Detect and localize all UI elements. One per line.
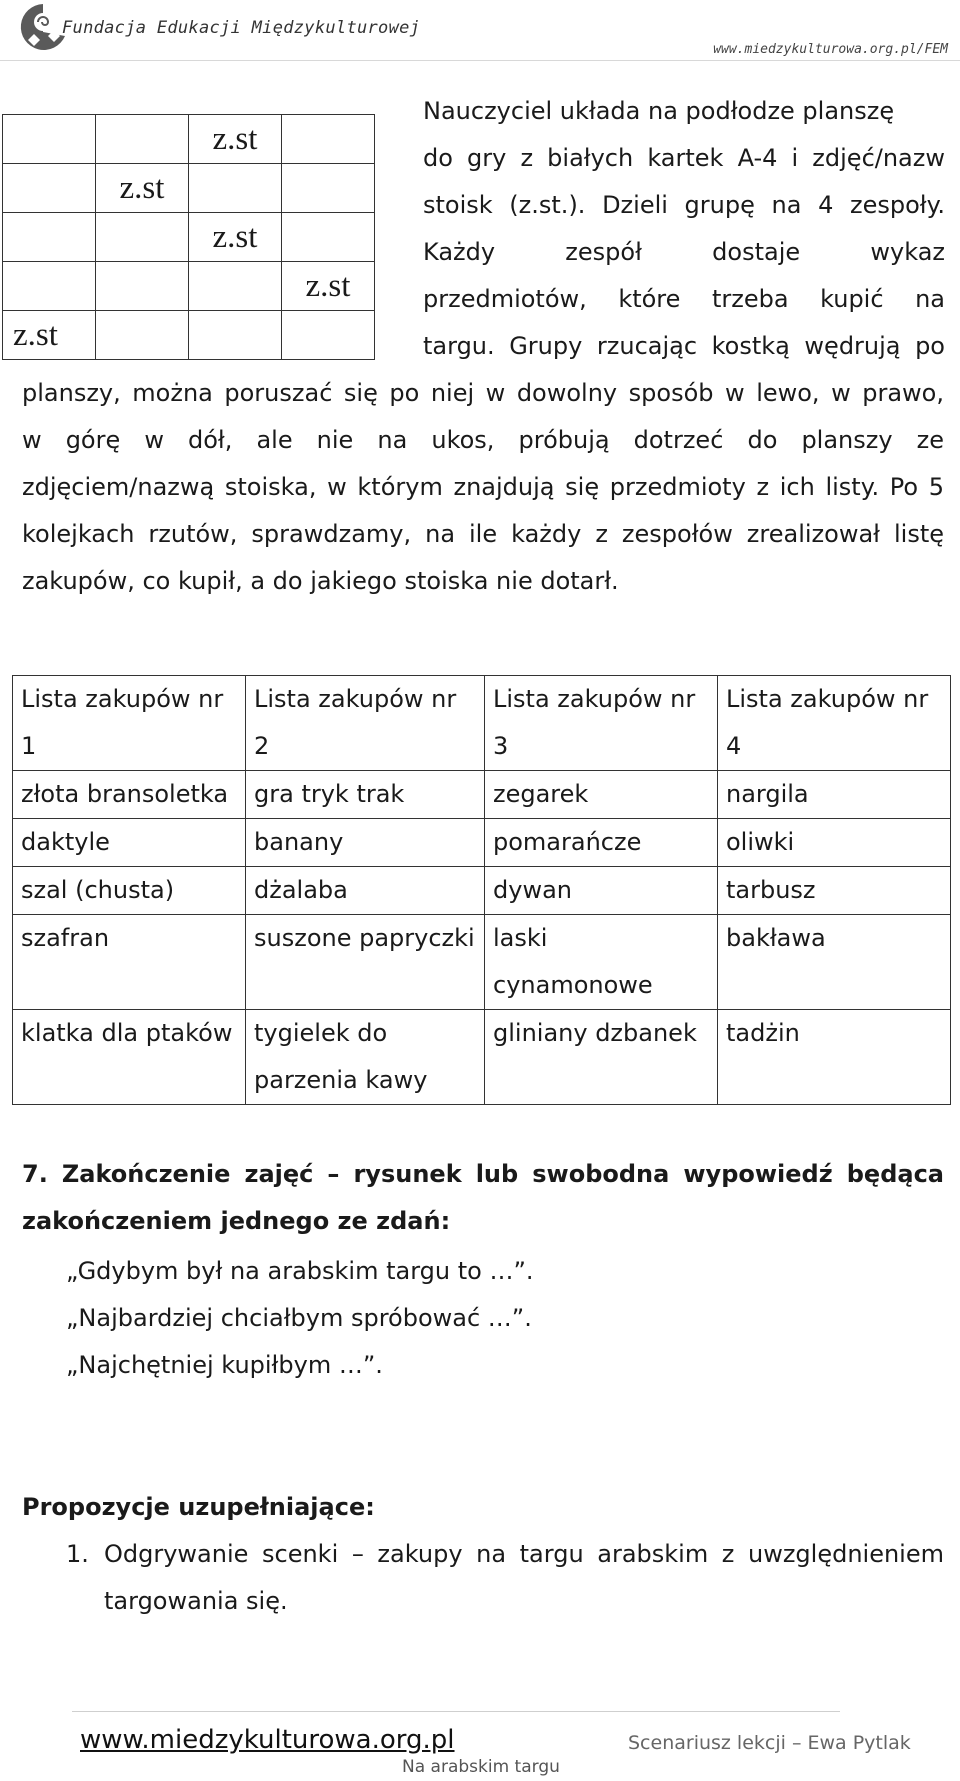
header-divider	[0, 60, 960, 61]
table-cell: laski cynamonowe	[485, 915, 718, 1010]
board-row	[3, 262, 375, 311]
intro-line: kolejkach rzutów, sprawdzamy, na ile każdy z zespołów zrealizował listę	[22, 520, 944, 548]
board-cell	[189, 164, 282, 213]
table-cell: szal (chusta)	[13, 867, 246, 915]
board-cell	[282, 164, 375, 213]
table-cell: zegarek	[485, 771, 718, 819]
board-cell	[3, 262, 96, 311]
board-row	[3, 164, 375, 213]
table-cell: tarbusz	[718, 867, 951, 915]
board-cell	[3, 213, 96, 262]
board-cell	[96, 311, 189, 360]
table-header-row	[13, 676, 951, 771]
sentence-prompt: „Najchętniej kupiłbym …”.	[66, 1351, 383, 1379]
table-row	[13, 771, 951, 819]
board-row	[3, 311, 375, 360]
table-header-cell: Lista zakupów nr 3	[485, 676, 718, 771]
board-row	[3, 213, 375, 262]
proposal-text	[104, 1531, 944, 1625]
table-row	[13, 819, 951, 867]
table-header-cell: Lista zakupów nr 1	[13, 676, 246, 771]
footer-subtitle: Na arabskim targu	[402, 1757, 560, 1777]
table-header-cell: Lista zakupów nr 2	[246, 676, 485, 771]
sentence-prompts	[66, 1248, 534, 1389]
table-cell: suszone papryczki	[246, 915, 485, 1010]
intro-line: Nauczyciel układa na podłodze planszę	[423, 97, 895, 125]
table-cell: tadżin	[718, 1010, 951, 1105]
intro-line: przedmiotów, które trzeba kupić na	[423, 285, 945, 313]
footer-url-link[interactable]: www.miedzykulturowa.org.pl	[80, 1725, 455, 1755]
table-row	[13, 1010, 951, 1105]
board-cell	[189, 262, 282, 311]
table-cell: banany	[246, 819, 485, 867]
game-board	[2, 114, 375, 360]
board-cell: z.st	[3, 311, 96, 360]
organization-name: Fundacja Edukacji Międzykulturowej	[62, 18, 421, 38]
board-cell: z.st	[282, 262, 375, 311]
board-cell	[3, 115, 96, 164]
table-cell: szafran	[13, 915, 246, 1010]
intro-text-full	[22, 370, 944, 605]
table-cell: daktyle	[13, 819, 246, 867]
board-cell	[282, 311, 375, 360]
intro-line: stoisk (z.st.). Dzieli grupę na 4 zespoły.	[423, 191, 945, 219]
section-7-line: 7. Zakończenie zajęć – rysunek lub swobodna wypowiedź będąca	[22, 1160, 944, 1188]
header-url: www.miedzykulturowa.org.pl/FEM	[713, 42, 948, 57]
table-cell: złota bransoletka	[13, 771, 246, 819]
board-cell: z.st	[96, 164, 189, 213]
table-cell: tygielek do parzenia kawy	[246, 1010, 485, 1105]
sentence-prompt: „Najbardziej chciałbym spróbować …”.	[66, 1304, 532, 1332]
board-cell	[3, 164, 96, 213]
intro-line: targu. Grupy rzucając kostką wędrują po	[423, 332, 945, 360]
proposal-line: Odgrywanie scenki – zakupy na targu arabskim z uwzględnieniem	[104, 1540, 944, 1568]
board-cell	[282, 115, 375, 164]
table-cell: klatka dla ptaków	[13, 1010, 246, 1105]
footer-divider	[72, 1711, 840, 1712]
intro-line: w górę w dół, ale nie na ukos, próbują dotrzeć do planszy ze	[22, 426, 944, 454]
intro-line: do gry z białych kartek A-4 i zdjęć/nazw	[423, 144, 945, 172]
proposal-number: 1.	[66, 1540, 89, 1568]
intro-line: planszy, można poruszać się po niej w dowolny sposób w lewo, w prawo,	[22, 379, 944, 407]
board-cell	[96, 115, 189, 164]
table-header-cell: Lista zakupów nr 4	[718, 676, 951, 771]
section-7-line: zakończeniem jednego ze zdań:	[22, 1207, 451, 1235]
proposals-title: Propozycje uzupełniające:	[22, 1493, 375, 1521]
footer-author: Scenariusz lekcji – Ewa Pytlak	[628, 1732, 911, 1754]
foundation-logo-icon	[18, 2, 68, 58]
sentence-prompt: „Gdybym był na arabskim targu to …”.	[66, 1257, 534, 1285]
intro-text-right	[423, 88, 945, 370]
table-cell: dywan	[485, 867, 718, 915]
table-cell: gliniany dzbanek	[485, 1010, 718, 1105]
board-cell: z.st	[189, 213, 282, 262]
table-row	[13, 867, 951, 915]
board-cell	[189, 311, 282, 360]
table-row	[13, 915, 951, 1010]
table-cell: oliwki	[718, 819, 951, 867]
board-cell	[96, 262, 189, 311]
table-cell: dżalaba	[246, 867, 485, 915]
table-cell: gra tryk trak	[246, 771, 485, 819]
board-cell	[96, 213, 189, 262]
proposal-line: targowania się.	[104, 1587, 288, 1615]
intro-line: Każdy zespół dostaje wykaz	[423, 238, 945, 266]
board-cell: z.st	[189, 115, 282, 164]
table-cell: pomarańcze	[485, 819, 718, 867]
board-cell	[282, 213, 375, 262]
table-cell: bakława	[718, 915, 951, 1010]
section-7-heading	[22, 1151, 944, 1245]
intro-line: zdjęciem/nazwą stoiska, w którym znajdują się przedmioty z ich listy. Po 5	[22, 473, 944, 501]
table-cell: nargila	[718, 771, 951, 819]
intro-line: zakupów, co kupił, a do jakiego stoiska nie dotarł.	[22, 567, 619, 595]
board-row	[3, 115, 375, 164]
shopping-lists-table	[12, 675, 951, 1105]
